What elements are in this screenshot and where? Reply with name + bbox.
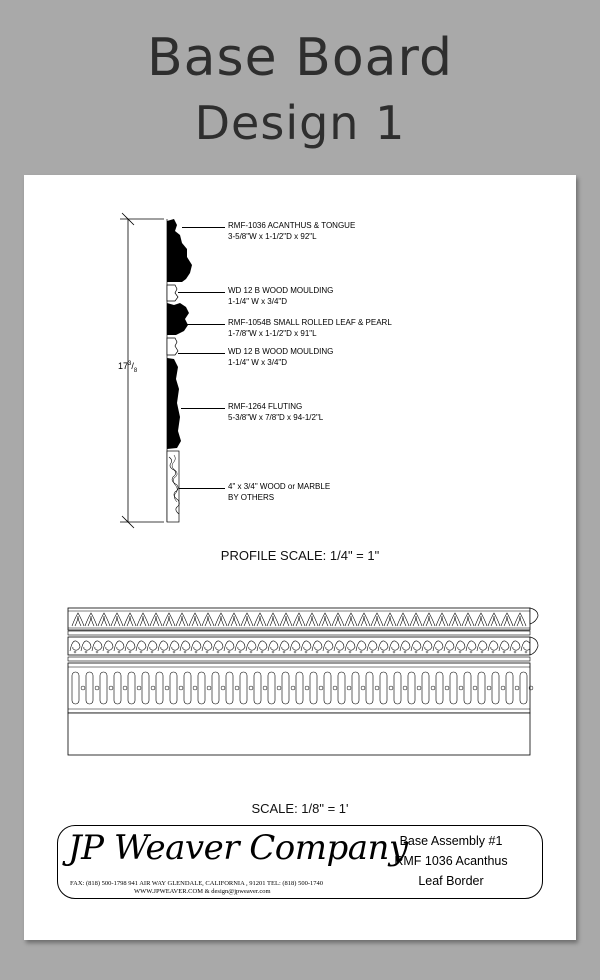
elevation-drawing — [24, 600, 576, 770]
assembly-product: RMF 1036 Acanthus — [394, 854, 508, 868]
component-label: WD 12 B WOOD MOULDING 1-1/4" W x 3/4"D — [228, 286, 334, 306]
leader-wood-moulding-1 — [178, 292, 225, 293]
company-logo: JP Weaver Company — [68, 828, 408, 868]
leader-fluting — [181, 408, 225, 409]
leader-acanthus — [182, 227, 225, 228]
contact-line: FAX: (818) 500-1798 941 AIR WAY GLENDALE, CALIFORNIA , 91201 TEL: (818) 500-1740 — [70, 880, 324, 887]
component-label: WD 12 B WOOD MOULDING 1-1/4" W x 3/4"D — [228, 347, 334, 367]
assembly-description: Leaf Border — [418, 874, 484, 888]
component-label: RMF-1054B SMALL ROLLED LEAF & PEARL 1-7/8"W x 1-1/2"D x 91"L — [228, 318, 392, 338]
leader-rolled-leaf — [184, 324, 225, 325]
leader-wood-moulding-2 — [178, 353, 225, 354]
elevation-scale-label: SCALE: 1/8" = 1' — [251, 801, 349, 816]
component-label: 4" x 3/4" WOOD or MARBLE BY OTHERS — [228, 482, 331, 502]
overall-height-dimension: $17^3/_8$ — [118, 361, 138, 374]
page-title-line1: Base Board — [147, 28, 453, 88]
web-email-line: WWW.JPWEAVER.COM & design@jpweaver.com — [134, 888, 271, 895]
profile-scale-label: PROFILE SCALE: 1/4" = 1" — [220, 548, 380, 563]
drawing-sheet — [24, 175, 576, 940]
component-label: RMF-1264 FLUTING 5-3/8"W x 7/8"D x 94-1/2"L — [228, 402, 324, 422]
title-block — [57, 825, 543, 899]
page-title-line2: Design 1 — [194, 96, 406, 150]
assembly-title: Base Assembly #1 — [399, 834, 503, 848]
component-label: RMF-1036 ACANTHUS & TONGUE 3-5/8"W x 1-1/2"D x 92"L — [228, 221, 356, 241]
leader-base — [179, 488, 225, 489]
